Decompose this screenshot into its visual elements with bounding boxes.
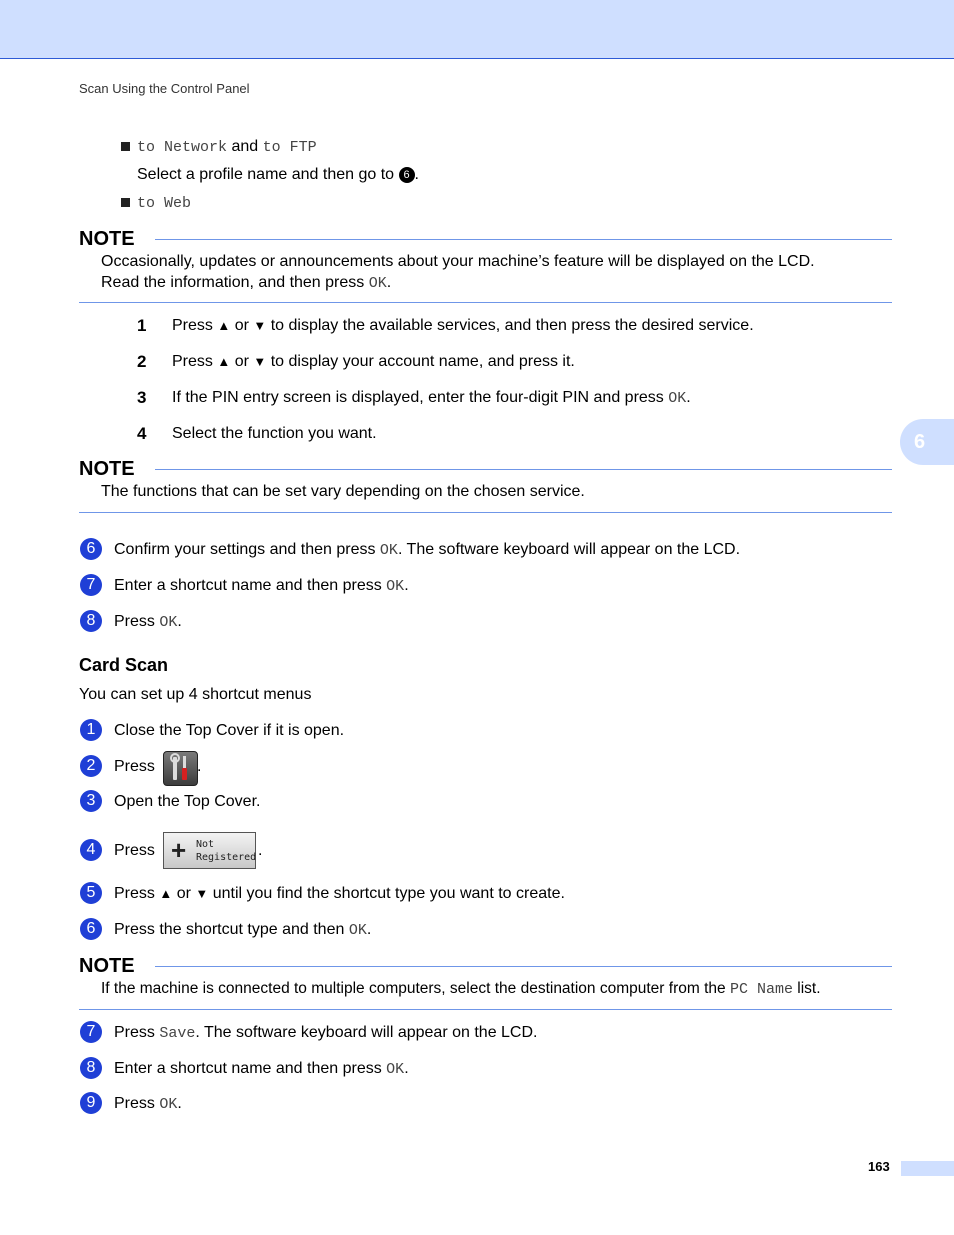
note-end-rule bbox=[79, 512, 892, 513]
step-badge: 6 bbox=[80, 538, 102, 560]
text: Press bbox=[172, 317, 213, 334]
button-label: Not Registered bbox=[196, 839, 257, 863]
text: . bbox=[177, 1095, 182, 1112]
text: . bbox=[404, 1060, 409, 1077]
step-number: 2 bbox=[137, 352, 147, 371]
step-text bbox=[172, 317, 754, 335]
text: Press bbox=[114, 1024, 155, 1041]
code-text: OK bbox=[386, 1061, 405, 1078]
list-item-label: and bbox=[231, 138, 259, 155]
step-text bbox=[172, 353, 575, 371]
tools-icon bbox=[164, 752, 197, 785]
step-badge: 1 bbox=[80, 719, 102, 741]
page-number: 163 bbox=[868, 1159, 890, 1174]
up-arrow-icon: ▲ bbox=[217, 354, 231, 369]
text: to display the available services, and then press the desired service. bbox=[270, 317, 754, 334]
step-text bbox=[114, 541, 740, 559]
code-text: Save bbox=[159, 1025, 196, 1042]
step-text: If the PIN entry screen is displayed, enter the four-digit PIN and press OK. bbox=[172, 389, 691, 407]
text: Read the information, and then press bbox=[101, 274, 365, 291]
text: Select a profile name and then go to bbox=[137, 166, 395, 183]
step-text: Select the function you want. bbox=[172, 425, 377, 442]
text: . bbox=[177, 613, 182, 630]
text: or bbox=[234, 353, 249, 370]
step-text bbox=[114, 1024, 537, 1042]
note-text: Occasionally, updates or announcements about your machine’s feature will be displayed on the LCD. bbox=[101, 253, 815, 270]
text: If the PIN entry screen is displayed, enter the four-digit PIN and press bbox=[172, 389, 664, 406]
text: . The software keyboard will appear on the LCD. bbox=[397, 541, 741, 558]
code-text: to FTP bbox=[262, 139, 317, 156]
text: . bbox=[414, 166, 419, 183]
not-registered-button[interactable] bbox=[163, 832, 256, 869]
text: Press bbox=[114, 613, 155, 630]
note-end-rule bbox=[79, 302, 892, 303]
step-badge: 5 bbox=[80, 882, 102, 904]
note-text bbox=[101, 980, 821, 998]
step-number: 3 bbox=[137, 388, 147, 407]
step-text bbox=[114, 1095, 182, 1113]
up-arrow-icon: ▲ bbox=[217, 318, 231, 333]
code-text: OK bbox=[159, 614, 178, 631]
text: Press bbox=[114, 1095, 155, 1112]
step-badge: 4 bbox=[80, 839, 102, 861]
step-text bbox=[114, 1060, 409, 1078]
running-header: Scan Using the Control Panel bbox=[79, 81, 250, 96]
chapter-tab: 6 bbox=[900, 419, 954, 465]
down-arrow-icon: ▼ bbox=[253, 318, 267, 333]
note-title: NOTE bbox=[79, 458, 135, 480]
square-bullet-icon bbox=[121, 198, 130, 207]
code-text: OK bbox=[348, 922, 367, 939]
text: . bbox=[258, 842, 263, 859]
text: . bbox=[197, 758, 202, 775]
text: or bbox=[176, 885, 191, 902]
text: Confirm your settings and then press bbox=[114, 541, 376, 558]
step-text bbox=[114, 885, 565, 903]
note-title: NOTE bbox=[79, 955, 135, 977]
step-text: Close the Top Cover if it is open. bbox=[114, 722, 345, 739]
step-text: Press bbox=[114, 842, 155, 859]
step-badge: 7 bbox=[80, 574, 102, 596]
step-badge: 2 bbox=[80, 755, 102, 777]
tools-button[interactable] bbox=[163, 751, 198, 786]
section-title: Card Scan bbox=[79, 655, 169, 675]
note-rule bbox=[155, 966, 892, 967]
step-badge: 9 bbox=[80, 1092, 102, 1114]
code-text: OK bbox=[668, 390, 687, 407]
step-badge: 6 bbox=[80, 918, 102, 940]
note-text: The functions that can be set vary depending on the chosen service. bbox=[101, 483, 585, 500]
step-number: 4 bbox=[137, 424, 147, 443]
note-end-rule bbox=[79, 1009, 892, 1010]
down-arrow-icon: ▼ bbox=[253, 354, 267, 369]
code-text: OK bbox=[379, 542, 398, 559]
step-badge: 8 bbox=[80, 610, 102, 632]
code-text: OK bbox=[386, 578, 405, 595]
text: to display your account name, and press it. bbox=[270, 353, 575, 370]
section-intro: You can set up 4 shortcut menus bbox=[79, 686, 312, 703]
code-text: OK bbox=[159, 1096, 178, 1113]
up-arrow-icon: ▲ bbox=[159, 886, 173, 901]
text: If the machine is connected to multiple computers, select the destination computer from the bbox=[101, 980, 726, 997]
code-text: OK bbox=[368, 275, 387, 292]
step-text bbox=[114, 921, 371, 939]
step-ref-badge: 6 bbox=[399, 167, 415, 183]
text: or bbox=[234, 317, 249, 334]
step-badge: 7 bbox=[80, 1021, 102, 1043]
note-title: NOTE bbox=[79, 228, 135, 250]
plus-icon: + bbox=[171, 835, 187, 865]
text: Enter a shortcut name and then press bbox=[114, 577, 382, 594]
text: Enter a shortcut name and then press bbox=[114, 1060, 382, 1077]
text: Press the shortcut type and then bbox=[114, 921, 345, 938]
down-arrow-icon: ▼ bbox=[195, 886, 209, 901]
list-item bbox=[137, 138, 317, 156]
note-rule bbox=[155, 469, 892, 470]
code-text: to Web bbox=[137, 195, 192, 212]
step-number: 1 bbox=[137, 316, 147, 335]
code-text: to Network bbox=[137, 139, 228, 156]
header-band bbox=[0, 0, 954, 59]
footer-band bbox=[901, 1161, 954, 1176]
text: . bbox=[366, 921, 372, 938]
step-text: Open the Top Cover. bbox=[114, 793, 261, 810]
list-item-subtext bbox=[137, 166, 419, 184]
note-text: Read the information, and then press OK. bbox=[101, 274, 392, 292]
step-text bbox=[114, 613, 182, 631]
step-text bbox=[114, 577, 409, 595]
text: Press bbox=[114, 885, 155, 902]
text: . bbox=[404, 577, 409, 594]
note-rule bbox=[155, 239, 892, 240]
step-text: Press bbox=[114, 758, 155, 775]
step-badge: 3 bbox=[80, 790, 102, 812]
text: Press bbox=[172, 353, 213, 370]
text: . The software keyboard will appear on the LCD. bbox=[195, 1024, 538, 1041]
text: until you find the shortcut type you want to create. bbox=[212, 885, 565, 902]
square-bullet-icon bbox=[121, 142, 130, 151]
code-text: PC Name bbox=[729, 981, 793, 998]
text: list. bbox=[797, 980, 821, 997]
step-badge: 8 bbox=[80, 1057, 102, 1079]
